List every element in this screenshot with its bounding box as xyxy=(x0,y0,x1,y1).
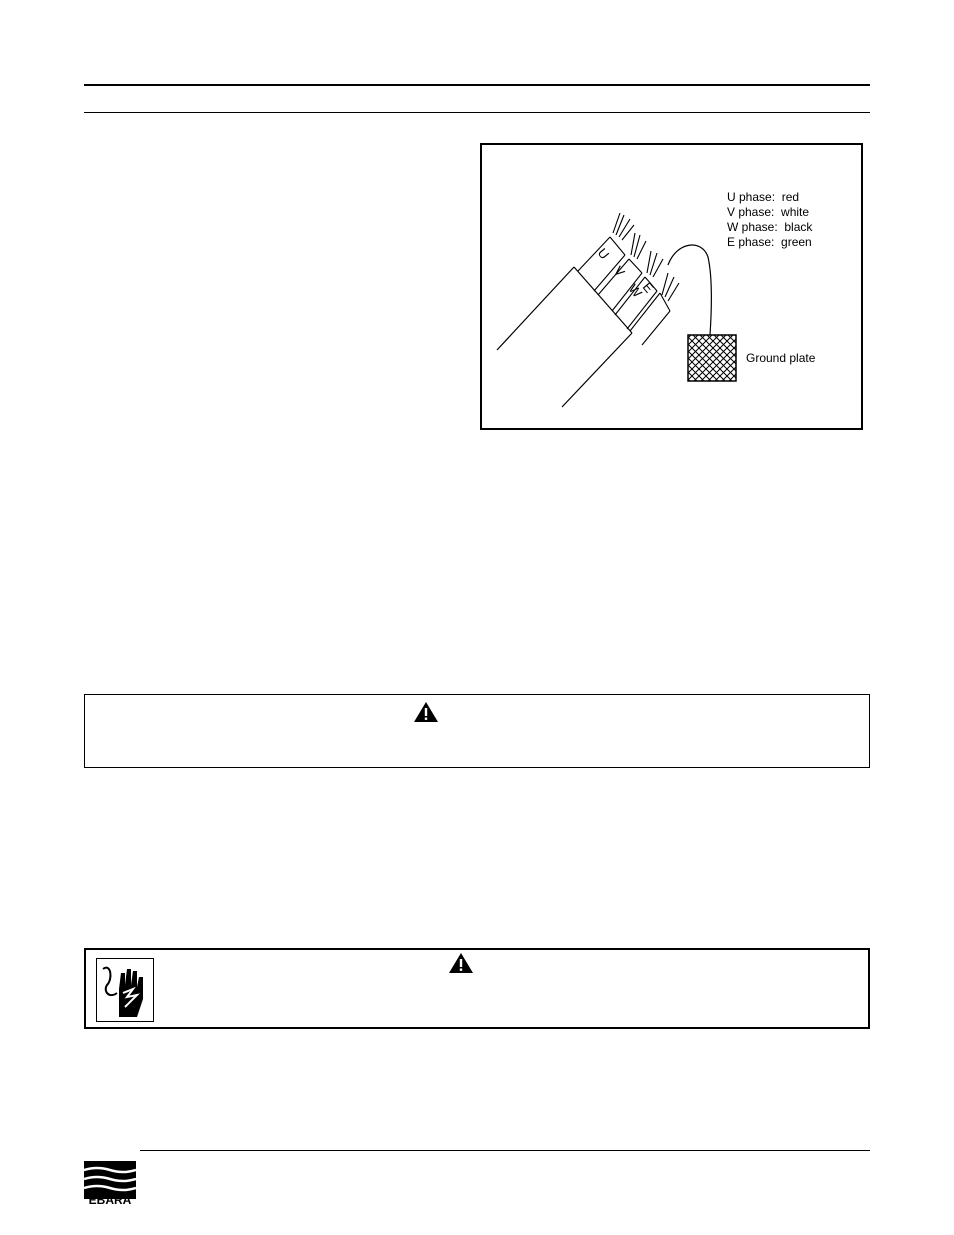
cable-wiring-figure xyxy=(480,143,863,430)
ground-plate-icon xyxy=(688,335,736,381)
ebara-logo-text: EBARA xyxy=(88,1193,132,1207)
header-rule-bottom xyxy=(84,112,870,113)
footer-rule xyxy=(140,1150,870,1151)
cable-jacket-edge-right xyxy=(562,333,632,407)
strands-e xyxy=(662,273,679,301)
warning-triangle-icon xyxy=(413,701,439,723)
ground-plate-label: Ground plate xyxy=(746,351,816,365)
legend-w-phase: W phase: black xyxy=(727,220,813,234)
conductor-label-w: W xyxy=(625,281,646,301)
warning-triangle-icon xyxy=(448,952,474,974)
conductors xyxy=(578,213,679,345)
legend-v-phase: V phase: white xyxy=(727,205,810,219)
warning-notice-box xyxy=(84,694,870,768)
conductor-label-u: U xyxy=(594,245,613,263)
strands-w xyxy=(647,251,663,277)
electric-shock-hand-icon xyxy=(96,958,154,1022)
legend-e-phase: E phase: green xyxy=(727,235,812,249)
conductor-label-v: V xyxy=(610,263,628,280)
cable-jacket-edge-left xyxy=(497,267,574,350)
legend-u-phase: U phase: red xyxy=(727,190,800,204)
shock-hazard-notice-box xyxy=(84,948,870,1029)
conductor-label-e: E xyxy=(639,279,657,296)
strands-u xyxy=(613,213,634,240)
header-rule-top xyxy=(84,84,870,86)
strands-v xyxy=(631,233,646,259)
cable-jacket-end xyxy=(574,267,632,333)
cable-diagram xyxy=(482,145,865,432)
conductor-u xyxy=(578,237,625,291)
